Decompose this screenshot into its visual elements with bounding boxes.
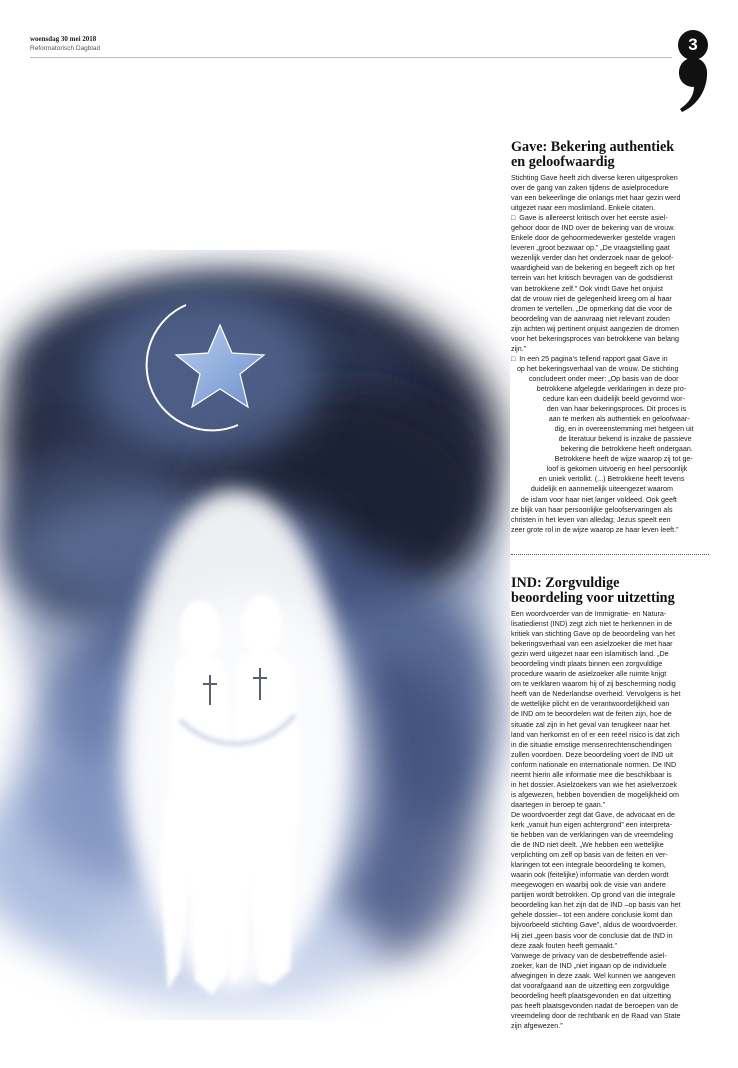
- article-paragraph: Vanwege de privacy van de desbetreffende asiel- zoeker, kan de IND „niet ingaan op de individuele afwegingen in deze zaak. Wel kunnen we aangeven dat voorafgaand aan de uitzetting een zorgvuldige beoordeling heeft plaatsgevonden en dat uitzetting pas heeft plaatsgevonden nadat de beroepen van de vreemdeling door de rechtbank en de Raad van State zijn afgewezen.”: [511, 951, 681, 1030]
- publication-date: woensdag 30 mei 2018: [30, 35, 97, 43]
- article-paragraph: De woordvoerder zegt dat Gave, de advocaat en de kerk „vanuit hun eigen achtergrond” een interpreta- tie hebben van de verklaringen van de vreemdeling die de IND niet deelt. „We hebben een wettelijke verplichting om zelf op basis van de feiten en ver- klaringen tot een integrale beoordeling te komen, waarin ook (feitelijke) informatie van derden wordt meegewogen en waarbij ook de visie van andere partijen wordt betrokken. Op grond van die integrale beoordeling kan het zijn dat de IND –op basis van het gehele dossier– tot een andere conclusie komt dan bijvoorbeeld stichting Gave”, aldus de woordvoerder. Hij ziet „geen basis voor de conclusie dat de IND in deze zaak fouten heeft gemaakt.”: [511, 810, 681, 950]
- article-paragraph: Een woordvoerder van de Immigratie- en Natura- lisatiedienst (IND) zegt zich niet te herkennen in de kritiek van stichting Gave op de beoordeling van het bekeringsverhaal van een asielzoeker die met haar gezin werd uitgezet naar een islamitisch land. „De beoordeling vindt plaats binnen een zorgvuldige procedure waarin de asielzoeker alle ruimte krijgt om te verklaren waarom hij of zij bescherming nodig heeft van de Nederlandse overheid. Vervolgens is het de wettelijke plicht en de verantwoordelijkheid van de IND om te beoordelen wat de feiten zijn, hoe de situatie zal zijn in het geval van terugkeer naar het land van herkomst en of er een reëel risico is dat zich in die situatie ernstige mensenrechtenschendingen zullen voordoen. Deze beoordeling voert de IND uit conform nationale en internationale normen. De IND neemt hierin alle informatie mee die beschikbaar is in het dossier. Asielzoekers van wie het asielverzoek is afgewezen, hebben bovendien de mogelijkheid om daartegen in beroep te gaan.”: [511, 610, 681, 809]
- comma-logo-icon: [676, 54, 710, 114]
- article-paragraph: □ Gave is allereerst kritisch over het eerste asiel- gehoor door de IND over de bekering van de vrouw. Enkele door de gehoormedewerker gestelde vragen leveren „groot bezwaar op.” „De vraagstelling gaat wezenlijk verder dan het onderzoek naar de geloof- waardigheid van de bekering en begeeft zich op het terrein van het kritisch bevragen van de godsdienst van betrokkene zelf.” Ook vindt Gave het onjuist dat de vrouw niet de gelegenheid kreeg om al haar dromen te vertellen. „De opmerking dat die voor de beoordeling van de aanvraag niet relevant zouden zijn achten wij pertinent onjuist aangezien de dromen voor het bekeringsproces van betrokkene van belang zijn.”: [511, 214, 679, 353]
- article-headline: Gave: Bekering authentiek en geloofwaardig: [511, 139, 675, 170]
- newspaper-name: Reformatorisch Dagblad: [30, 45, 101, 52]
- header-rule: [30, 57, 672, 58]
- page-number-badge: 3: [678, 30, 708, 60]
- article-paragraph: Stichting Gave heeft zich diverse keren uitgesproken over de gang van zaken tijdens de asielprocedure van een bekeerlinge die onlangs met haar gezin werd uitgezet naar een moslimland. Enkele citaten.: [511, 174, 681, 213]
- article-gave: [511, 140, 709, 535]
- article-divider: [511, 554, 709, 555]
- article-headline: IND: Zorgvuldige beoordeling voor uitzetting: [511, 575, 675, 606]
- illustration: [0, 250, 510, 1020]
- article-ind: [511, 576, 709, 1031]
- article-paragraph: □ In een 25 pagina’s tellend rapport gaat Gave in op het bekeringsverhaal van de vrouw. De stichting concludeert onder meer: „Op basis van de door betrokkene afgelegde verklaringen in deze pro- cedure kan een duidelijk beeld gevormd wor- den van haar bekeringsproces. Dit proces is aan te merken als authentiek en geloofwaar- dig, en in overeenstemming met hetgeen uit de literatuur bekend is inzake de passieve bekering die betrokkene heeft ondergaan. Betrokkene heeft de wijze waarop zij tot ge- loof is gekomen uitvoerig en heel persoonlijk en uniek vertolkt. (...) Betrokkene heeft tevens duidelijk en aannemelijk uiteengezet waarom de islam voor haar niet langer voldeed. Ook geeft ze blijk van haar persoonlijke geloofservaringen als christen in het leven van alledag; Jezus speelt een zeer grote rol in de wijze waarop ze haar leven leeft.”: [511, 354, 694, 534]
